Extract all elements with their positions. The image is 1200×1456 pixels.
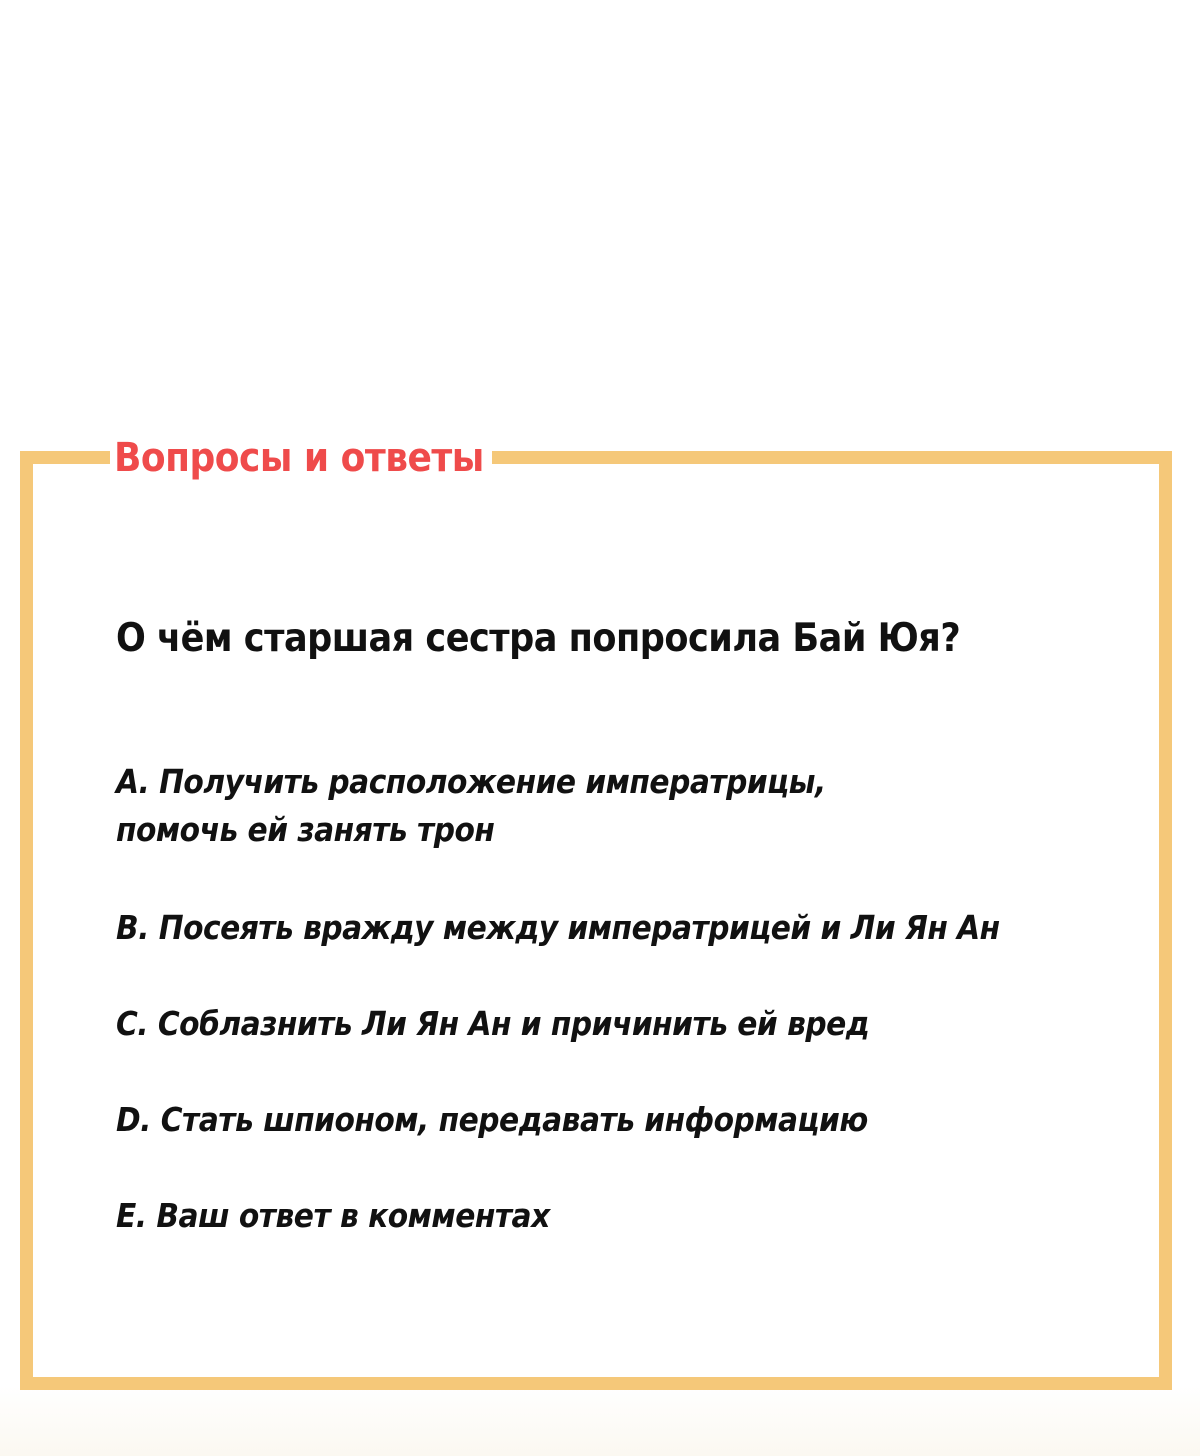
answer-option-a-line-1: А. Получить расположение императрицы, [116,762,826,801]
section-title: Вопросы и ответы [110,428,492,488]
answer-option-b [116,904,1000,952]
answer-option-e [116,1192,550,1240]
answer-option-e-text: E. Ваш ответ в комментах [116,1196,550,1235]
answer-option-a [116,758,826,854]
question-text: О чём старшая сестра попросила Бай Юя? [116,616,961,661]
bottom-fade [0,1386,1200,1456]
answer-option-c-text: C. Соблазнить Ли Ян Ан и причинить ей вред [116,1004,870,1043]
answer-option-b-text: B. Посеять вражду между императрицей и Ли Ян Ан [116,908,1000,947]
answer-option-a-line-2: помочь ей занять трон [116,810,495,849]
answer-option-c [116,1000,869,1048]
answer-option-d [116,1096,868,1144]
answer-option-d-text: D. Стать шпионом, передавать информацию [116,1100,868,1139]
